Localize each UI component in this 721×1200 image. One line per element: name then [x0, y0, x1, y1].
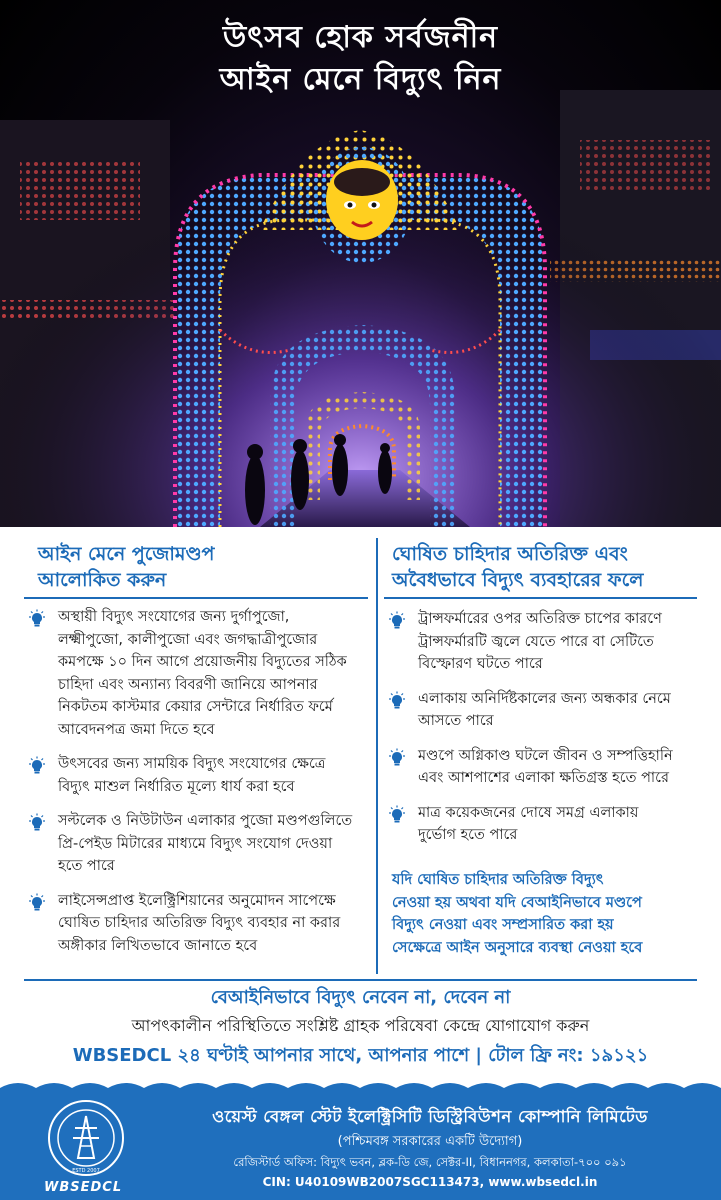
- list-item: মণ্ডপে অগ্নিকাণ্ড ঘটলে জীবন ও সম্পত্তিহানি এবং আশপাশের এলাকা ক্ষতিগ্রস্ত হতে পারে: [384, 745, 714, 790]
- left-heading-line2: আলোকিত করুন: [38, 569, 167, 591]
- list-item: সল্টলেক ও নিউটাউন এলাকার পুজো মণ্ডপগুলিতে প্রি-পেইড মিটারের মাধ্যমে বিদ্যুৎ সংযোগ দেওয়া হতে পারে: [24, 810, 369, 878]
- right-column-heading: [392, 541, 712, 593]
- footer: [0, 1078, 721, 1200]
- list-item: মাত্র কয়েকজনের দোষে সমগ্র এলাকায় দুর্ভোগ হতে পারে: [384, 802, 714, 847]
- wbsedcl-logo: [45, 1098, 127, 1178]
- contact-line: আপৎকালীন পরিস্থিতিতে সংশ্লিষ্ট গ্রাহক পরিষেবা কেন্দ্রে যোগাযোগ করুন: [131, 1016, 590, 1035]
- lightbulb-icon: [26, 609, 48, 631]
- lightbulb-icon: [26, 813, 48, 835]
- right-heading-rule: [384, 597, 697, 599]
- registered-office: রেজিস্টার্ড অফিস: বিদ্যুৎ ভবন, ব্লক-ডি জে, সেক্টর-II, বিধাননগর, কলকাতা-৭০০ ০৯১: [233, 1155, 627, 1169]
- right-heading-line2: অবৈধভাবে বিদ্যুৎ ব্যবহারের ফলে: [392, 569, 644, 591]
- lightbulb-icon: [386, 805, 408, 827]
- govt-undertaking: (পশ্চিমবঙ্গ সরকারের একটি উদ্যোগ): [337, 1134, 523, 1149]
- list-item: উৎসবের জন্য সাময়িক বিদ্যুৎ সংযোগের ক্ষেত্রে বিদ্যুৎ মাশুল নির্ধারিত মূল্যে ধার্য করা হবে: [24, 753, 369, 798]
- hero-title-line1: উৎসব হোক সর্বজনীন: [222, 20, 499, 55]
- logo-estd: ESTD 2007: [72, 1168, 100, 1174]
- list-item: লাইসেন্সপ্রাপ্ত ইলেক্ট্রিশিয়ানের অনুমোদন সাপেক্ষে ঘোষিত চাহিদার অতিরিক্ত বিদ্যুৎ ব্যবহার না করার অঙ্গীকার লিখিতভাবে জানাতে হবে: [24, 890, 369, 958]
- list-item: ট্রান্সফর্মারের ওপর অতিরিক্ত চাপের কারণে ট্রান্সফর্মারটি জ্বলে যেতে পারে বা সেটিতে বিস্ফোরণ ঘটতে পারে: [384, 608, 714, 676]
- column-divider: [376, 538, 378, 974]
- lightbulb-icon: [386, 611, 408, 633]
- helpline: WBSEDCL ২৪ ঘণ্টাই আপনার সাথে, আপনার পাশে | টোল ফ্রি নং: ১৯১২১: [72, 1045, 649, 1066]
- list-item: এলাকায় অনির্দিষ্টকালের জন্য অন্ধকার নেমে আসতে পারে: [384, 688, 714, 733]
- right-heading-line1: ঘোষিত চাহিদার অতিরিক্ত এবং: [392, 543, 628, 565]
- left-column-heading: [38, 541, 368, 593]
- list-item: অস্থায়ী বিদ্যুৎ সংযোগের জন্য দুর্গাপুজো, লক্ষ্মীপুজো, কালীপুজো এবং জগদ্ধাত্রীপুজোর কমপক্ষে ১০ দিন আগে প্রয়োজনীয় বিদ্যুতের সঠিক চাহিদা এবং অন্যান্য বিবরণী জানিয়ে আপনার নিকটতম কাস্টমার কেয়ার সেন্টারে নির্ধারিত ফর্মে আবেদনপত্র জমা দিতে হবে: [24, 606, 369, 741]
- right-bullet-list: [384, 608, 714, 859]
- logo-wordmark: WBSEDCL: [44, 1180, 123, 1195]
- lightbulb-icon: [386, 748, 408, 770]
- hero-banner: [0, 0, 721, 527]
- left-heading-line1: আইন মেনে পুজোমণ্ডপ: [38, 543, 215, 565]
- lightbulb-icon: [26, 756, 48, 778]
- lightbulb-icon: [26, 893, 48, 915]
- left-bullet-list: [24, 606, 369, 969]
- company-name: ওয়েস্ট বেঙ্গল স্টেট ইলেক্ট্রিসিটি ডিস্ট্রিবিউশন কোম্পানি লিমিটেড: [212, 1107, 648, 1126]
- left-heading-rule: [24, 597, 368, 599]
- slogan: বেআইনিভাবে বিদ্যুৎ নেবেন না, দেবেন না: [210, 987, 511, 1008]
- hero-title-line2: আইন মেনে বিদ্যুৎ নিন: [219, 62, 502, 97]
- footer-wave: [0, 1078, 721, 1088]
- lightbulb-icon: [386, 691, 408, 713]
- cin-website: CIN: U40109WB2007SGC113473, www.wbsedcl.in: [262, 1175, 598, 1189]
- legal-action-note: যদি ঘোষিত চাহিদার অতিরিক্ত বিদ্যুৎ নেওয়া হয় অথবা যদি বেআইনিভাবে মণ্ডপে বিদ্যুৎ নেওয়া এবং সম্প্রসারিত করা হয় সেক্ষেত্রে আইন অনুসারে ব্যবস্থা নেওয়া হবে: [392, 872, 643, 956]
- top-divider: [24, 979, 697, 981]
